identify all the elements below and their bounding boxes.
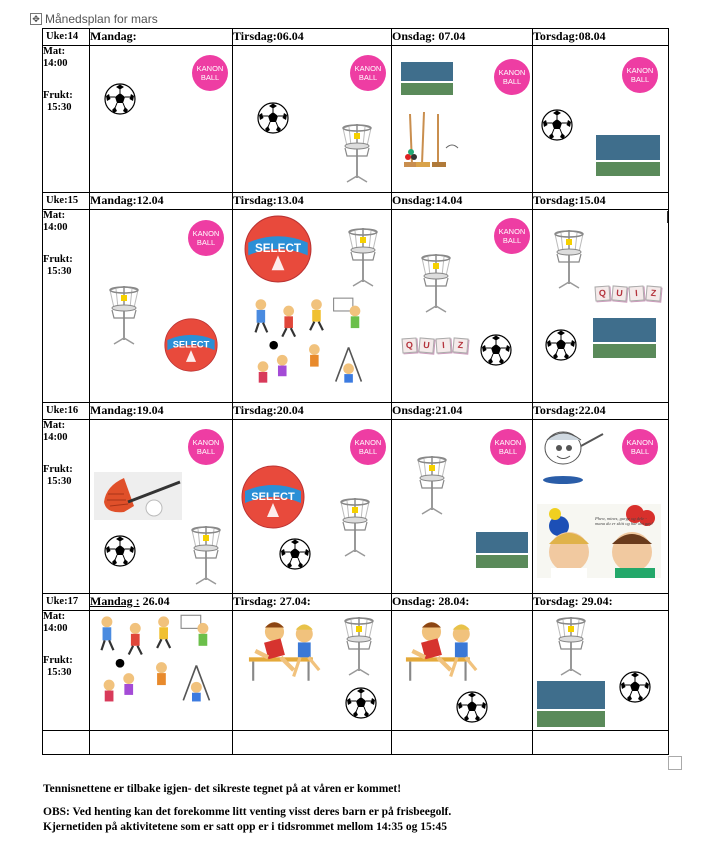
week-header-row	[43, 193, 669, 210]
week-label: Uke:16	[43, 403, 90, 420]
mat-time: 14:00	[43, 623, 68, 634]
day-cell	[233, 210, 392, 403]
day-cell	[533, 210, 669, 403]
footer-line-3: Kjernetiden på aktivitetene som er satt opp er i tidsrommet mellom 14:35 og 15:45	[43, 821, 448, 833]
kanonball-icon: KANON BALL	[188, 429, 224, 465]
hurdle-race-illustration	[241, 619, 325, 685]
floorball-stick-icon	[94, 472, 182, 520]
cartoon-player-illustration	[537, 426, 609, 488]
kanonball-icon: KANON BALL	[494, 218, 530, 254]
week-label: Uke:15	[43, 193, 90, 210]
day-cell	[90, 46, 233, 193]
day-header: Onsdag: 28.04:	[392, 594, 533, 611]
handball-icon	[164, 318, 218, 372]
empty-cell[interactable]	[533, 731, 669, 755]
soccer-ball-icon	[456, 691, 488, 723]
day-cell	[533, 46, 669, 193]
day-header: Tirsdag: 27.04:	[233, 594, 392, 611]
day-header: Tirsdag:20.04	[233, 403, 392, 420]
soccer-ball-icon	[480, 334, 512, 366]
kanonball-icon: KANON BALL	[490, 429, 526, 465]
monday-date: 26.04	[139, 594, 170, 608]
week-header-row	[43, 403, 669, 420]
disc-golf-basket-icon	[416, 250, 456, 314]
kids-playing-illustration	[96, 613, 216, 707]
quiz-icon: Q U I Z	[402, 338, 468, 353]
day-header	[90, 594, 233, 611]
week-activity-row	[43, 210, 669, 403]
table-move-handle-icon[interactable]: ✥	[30, 13, 42, 25]
kanonball-icon: KANON BALL	[192, 55, 228, 91]
day-header: Onsdag:21.04	[392, 403, 533, 420]
footer-line-1: Tennisnettene er tilbake igjen- det sikreste tegnet på at våren er kommet!	[43, 783, 402, 795]
frukt-label: Frukt:	[43, 464, 73, 475]
day-header: Onsdag:14.04	[392, 193, 533, 210]
mat-label: Mat:	[43, 420, 66, 431]
disc-golf-basket-icon	[412, 452, 452, 516]
day-cell	[90, 611, 233, 731]
disc-golf-basket-icon	[104, 282, 144, 346]
kanonball-icon: KANON BALL	[350, 55, 386, 91]
frukt-label: Frukt:	[43, 655, 73, 666]
meal-times	[43, 611, 90, 731]
kanonball-icon: KANON BALL	[350, 429, 386, 465]
meal-times	[43, 46, 90, 193]
day-cell	[90, 210, 233, 403]
kanonball-icon: KANON BALL	[188, 220, 224, 256]
caption-text: Månedsplan for mars	[45, 12, 158, 26]
tennis-net-icon	[476, 532, 528, 568]
soccer-ball-icon	[257, 102, 289, 134]
week-activity-row	[43, 46, 669, 193]
mat-time: 14:00	[43, 222, 68, 233]
day-cell	[233, 611, 392, 731]
day-cell	[90, 420, 233, 594]
day-cell	[392, 611, 533, 731]
day-cell	[533, 420, 669, 594]
disc-golf-basket-icon	[337, 120, 377, 184]
day-header: Torsdag: 29.04:	[533, 594, 669, 611]
kids-playing-illustration	[244, 296, 374, 388]
meal-times	[43, 210, 90, 403]
soccer-ball-icon	[279, 538, 311, 570]
week-header-row	[43, 29, 669, 46]
tennis-net-icon	[596, 135, 660, 176]
month-plan-table	[42, 28, 669, 755]
soccer-ball-icon	[104, 83, 136, 115]
empty-cell[interactable]	[392, 731, 533, 755]
day-cell	[392, 46, 533, 193]
mat-label: Mat:	[43, 210, 66, 221]
quiz-icon: Q U I Z	[595, 286, 661, 301]
mat-time: 14:00	[43, 58, 68, 69]
frukt-time: 15:30	[47, 667, 72, 678]
frukt-label: Frukt:	[43, 254, 73, 265]
empty-cell[interactable]	[233, 731, 392, 755]
frukt-time: 15:30	[47, 476, 72, 487]
week-activity-row	[43, 611, 669, 731]
day-header: Tirsdag:13.04	[233, 193, 392, 210]
disc-golf-basket-icon	[549, 226, 589, 290]
day-header: Onsdag: 07.04	[392, 29, 533, 46]
kanonball-icon: KANON BALL	[622, 57, 658, 93]
table-caption	[30, 12, 158, 26]
week-header-row	[43, 594, 669, 611]
hurdle-race-illustration	[398, 619, 482, 685]
kanonball-icon: KANON BALL	[622, 429, 658, 465]
soccer-ball-icon	[545, 329, 577, 361]
mat-time: 14:00	[43, 432, 68, 443]
tennis-net-icon	[593, 318, 656, 358]
day-header: Tirsdag:06.04	[233, 29, 392, 46]
week-label: Uke:17	[43, 594, 90, 611]
day-header: Mandag:19.04	[90, 403, 233, 420]
day-header: Mandag:12.04	[90, 193, 233, 210]
mat-label: Mat:	[43, 611, 66, 622]
disc-golf-basket-icon	[186, 522, 226, 586]
disc-golf-basket-icon	[335, 494, 375, 558]
day-cell	[233, 420, 392, 594]
soccer-ball-icon	[104, 535, 136, 567]
empty-cell[interactable]	[90, 731, 233, 755]
day-header: Torsdag:15.04	[533, 193, 669, 210]
day-cell	[392, 210, 533, 403]
day-header: Mandag:	[90, 29, 233, 46]
soccer-ball-icon	[345, 687, 377, 719]
empty-cell[interactable]	[43, 731, 90, 755]
disc-golf-basket-icon	[339, 613, 379, 677]
soccer-ball-icon	[541, 109, 573, 141]
empty-row	[43, 731, 669, 755]
frukt-label: Frukt:	[43, 90, 73, 101]
day-cell	[533, 611, 669, 731]
croquet-icon	[398, 108, 460, 172]
tennis-net-icon	[401, 62, 453, 95]
week-activity-row	[43, 420, 669, 594]
disc-golf-basket-icon	[343, 224, 383, 288]
kanonball-icon: KANON BALL	[494, 59, 530, 95]
soccer-ball-icon	[619, 671, 651, 703]
day-header: Torsdag:08.04	[533, 29, 669, 46]
frukt-time: 15:30	[47, 102, 72, 113]
monday-label: Mandag :	[90, 594, 140, 608]
day-cell	[233, 46, 392, 193]
footer-line-2: OBS: Ved henting kan det forekomme litt venting visst deres barn er på frisbeegolf.	[43, 806, 452, 818]
frukt-time: 15:30	[47, 266, 72, 277]
day-header: Torsdag:22.04	[533, 403, 669, 420]
handball-icon	[244, 215, 312, 283]
mat-label: Mat:	[43, 46, 66, 57]
week-label: Uke:14	[43, 29, 90, 46]
disc-golf-basket-icon	[551, 613, 591, 677]
meal-times	[43, 420, 90, 594]
speech-bubble-text: Phew, mines, gurge og dele - mana du er skitt og har det gøy!	[595, 516, 653, 526]
tennis-net-icon	[537, 681, 605, 727]
day-cell	[392, 420, 533, 594]
table-resize-handle-icon[interactable]	[668, 756, 682, 770]
handball-icon	[241, 465, 305, 529]
